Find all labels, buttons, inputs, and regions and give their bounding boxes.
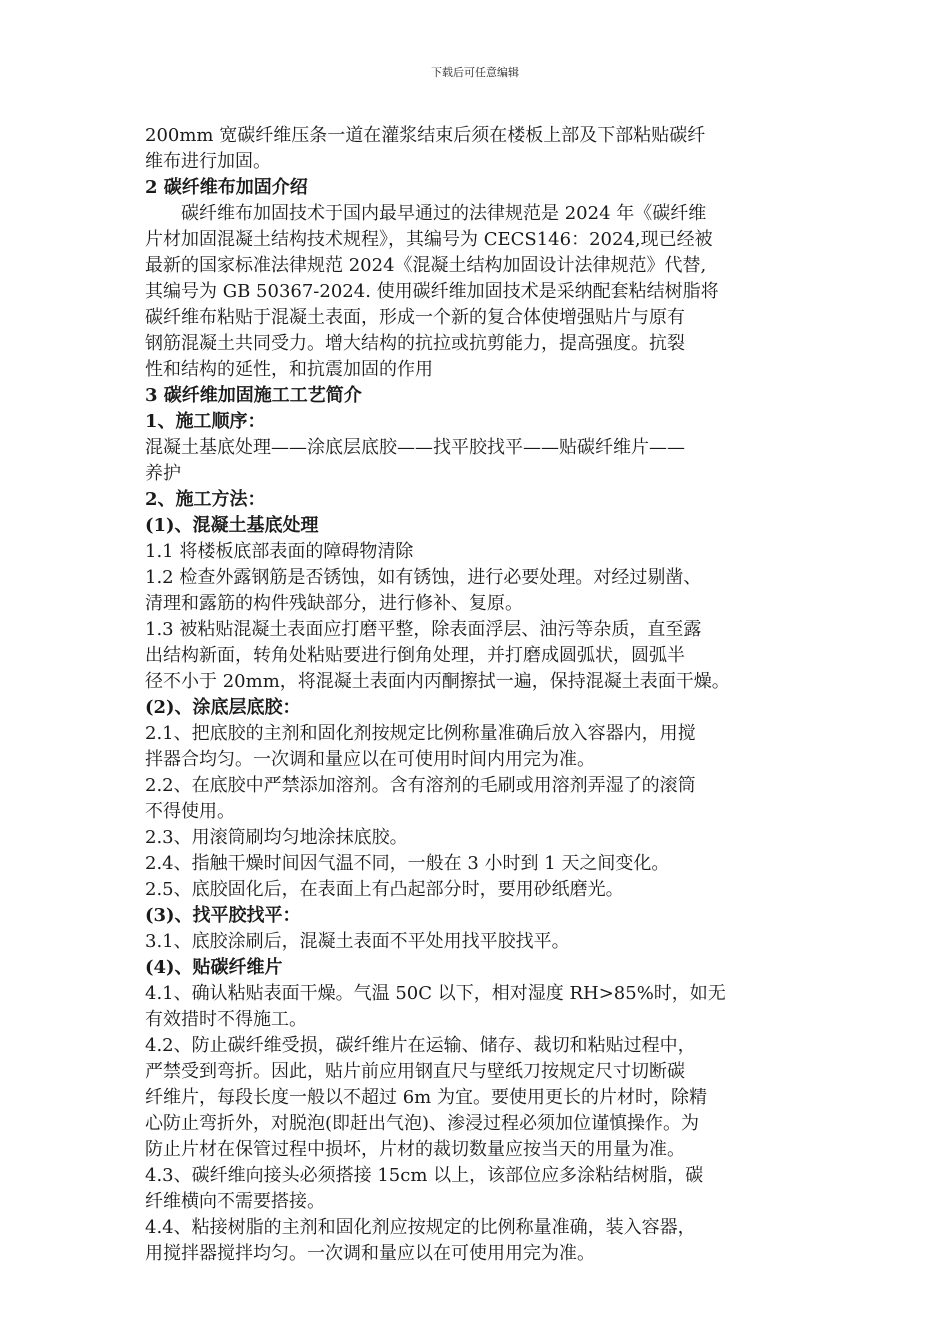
body-text-line: 4.2、防止碳纤维受损，碳纤维片在运输、储存、裁切和粘贴过程中， xyxy=(145,1035,696,1056)
body-text-line: 性和结构的延性，和抗震加固的作用 xyxy=(145,359,433,380)
body-text-line: 4.3、碳纤维向接头必须搭接 15cm 以上，该部位应多涂粘结树脂，碳 xyxy=(145,1165,704,1186)
body-text-line: 2.1、把底胶的主剂和固化剂按规定比例称量准确后放入容器内，用搅 xyxy=(145,723,696,744)
body-text-line: 2.5、底胶固化后，在表面上有凸起部分时，要用砂纸磨光。 xyxy=(145,879,624,900)
section-heading: (4)、贴碳纤维片 xyxy=(145,957,283,978)
body-text-line: 最新的国家标准法律规范 2024《混凝土结构加固设计法律规范》代替, xyxy=(145,255,707,276)
body-text-line: 1.2 检查外露钢筋是否锈蚀，如有锈蚀，进行必要处理。对经过剔凿、 xyxy=(145,567,702,588)
body-text-line: 2.2、在底胶中严禁添加溶剂。含有溶剂的毛刷或用溶剂弄湿了的滚筒 xyxy=(145,775,696,796)
section-heading: 3 碳纤维加固施工工艺简介 xyxy=(145,385,362,406)
body-text-line: 1.3 被粘贴混凝土表面应打磨平整，除表面浮层、油污等杂质，直至露 xyxy=(145,619,702,640)
body-text-line: 径不小于 20mm，将混凝土表面内丙酮擦拭一遍，保持混凝土表面干燥。 xyxy=(145,671,730,692)
body-text-line: 严禁受到弯折。因此，贴片前应用钢直尺与壁纸刀按规定尺寸切断碳 xyxy=(145,1061,685,1082)
body-text-line: 维布进行加固。 xyxy=(145,151,271,172)
body-text-line: 纤维片，每段长度一般以不超过 6m 为宜。要使用更长的片材时，除精 xyxy=(145,1087,707,1108)
section-heading: (3)、找平胶找平： xyxy=(145,905,301,926)
body-text-line: 片材加固混凝土结构技术规程》，其编号为 CECS146：2024,现已经被 xyxy=(145,229,713,250)
body-text-line: 心防止弯折外，对脱泡(即赶出气泡)、渗浸过程必须加位谨慎操作。为 xyxy=(145,1113,700,1134)
body-text-line: 2.3、用滚筒刷均匀地涂抹底胶。 xyxy=(145,827,408,848)
section-heading: 1、施工顺序： xyxy=(145,411,266,432)
section-heading: (1)、混凝土基底处理 xyxy=(145,515,319,536)
body-text-line: 3.1、底胶涂刷后，混凝土表面不平处用找平胶找平。 xyxy=(145,931,570,952)
body-text-line: 钢筋混凝土共同受力。增大结构的抗拉或抗剪能力，提高强度。抗裂 xyxy=(145,333,685,354)
body-text-line: 1.1 将楼板底部表面的障碍物清除 xyxy=(145,541,414,562)
body-text-line: 混凝土基底处理——涂底层底胶——找平胶找平——贴碳纤维片—— xyxy=(145,437,685,458)
document-body xyxy=(145,123,825,1267)
body-text-line: 用搅拌器搅拌均匀。一次调和量应以在可使用用完为准。 xyxy=(145,1243,595,1264)
body-text-line: 防止片材在保管过程中损坏，片材的裁切数量应按当天的用量为准。 xyxy=(145,1139,685,1160)
page-header: 下载后可任意编辑 xyxy=(431,66,519,79)
body-text-line: 拌器合均匀。一次调和量应以在可使用时间内用完为准。 xyxy=(145,749,595,770)
body-text-line: 4.4、粘接树脂的主剂和固化剂应按规定的比例称量准确，装入容器， xyxy=(145,1217,696,1238)
section-heading: (2)、涂底层底胶： xyxy=(145,697,301,718)
body-text-line: 4.1、确认粘贴表面干燥。气温 50C 以下，相对湿度 RH>85%时，如无 xyxy=(145,983,726,1004)
body-text-line: 200mm 宽碳纤维压条一道在灌浆结束后须在楼板上部及下部粘贴碳纤 xyxy=(145,125,706,146)
body-text-line: 2.4、指触干燥时间因气温不同，一般在 3 小时到 1 天之间变化。 xyxy=(145,853,670,874)
section-heading: 2、施工方法： xyxy=(145,489,266,510)
body-text-line: 养护 xyxy=(145,463,181,484)
body-text-line: 碳纤维布加固技术于国内最早通过的法律规范是 2024 年《碳纤维 xyxy=(145,203,707,224)
body-text-line: 清理和露筋的构件残缺部分，进行修补、复原。 xyxy=(145,593,523,614)
body-text-line: 其编号为 GB 50367-2024. 使用碳纤维加固技术是采纳配套粘结树脂将 xyxy=(145,281,719,302)
body-text-line: 不得使用。 xyxy=(145,801,235,822)
section-heading: 2 碳纤维布加固介绍 xyxy=(145,177,308,198)
body-text-line: 出结构新面，转角处粘贴要进行倒角处理，并打磨成圆弧状，圆弧半 xyxy=(145,645,685,666)
body-text-line: 有效措时不得施工。 xyxy=(145,1009,307,1030)
body-text-line: 碳纤维布粘贴于混凝土表面，形成一个新的复合体使增强贴片与原有 xyxy=(145,307,685,328)
body-text-line: 纤维横向不需要搭接。 xyxy=(145,1191,325,1212)
